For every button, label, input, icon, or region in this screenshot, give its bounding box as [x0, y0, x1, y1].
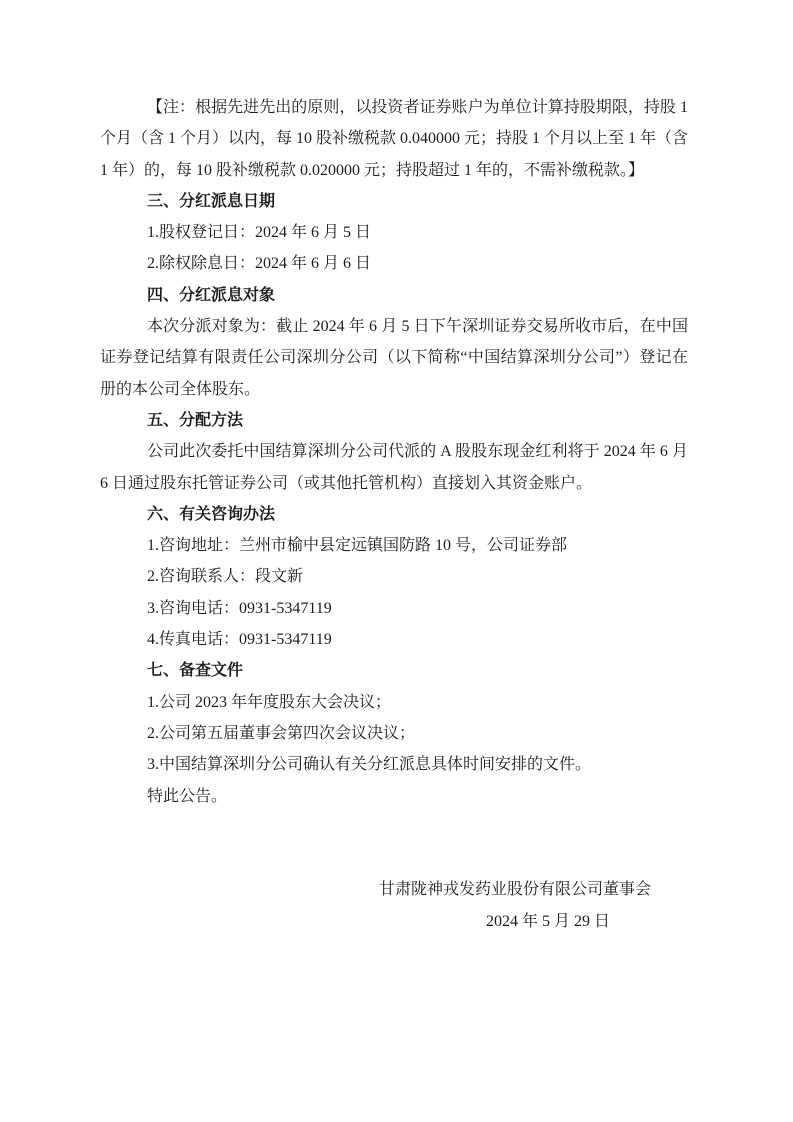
reference-doc-item-1: 1.公司 2023 年年度股东大会决议；	[147, 693, 392, 711]
section-heading-dividend-dates: 三、分红派息日期	[147, 192, 276, 210]
dividend-recipients-paragraph: 本次分派对象为：截止 2024 年 6 月 5 日下午深圳证券交易所收市后，在中国证券登记结算有限责任公司深圳分公司（以下简称“中国结算深圳分公司”）登记在册的本公司全体股东。	[100, 318, 688, 398]
consultation-contact-item: 2.咨询联系人：段文新	[147, 568, 304, 586]
section-heading-dividend-recipients: 四、分红派息对象	[147, 286, 276, 304]
announcement-body	[100, 92, 688, 937]
fax-phone-item: 4.传真电话：0931-5347119	[147, 631, 332, 649]
section-heading-reference-documents: 七、备查文件	[147, 662, 244, 680]
record-date-item: 1.股权登记日：2024 年 6 月 5 日	[147, 224, 372, 242]
tax-note-paragraph: 【注：根据先进先出的原则，以投资者证券账户为单位计算持股期限，持股 1 个月（含 1 个月）以内，每 10 股补缴税款 0.040000 元；持股 1 个月以上至 1 年（含 1 年）的，每 10 股补缴税款 0.020000 元；持股超过 1 年的，不需补缴税款。】	[100, 99, 689, 179]
consultation-phone-item: 3.咨询电话：0931-5347119	[147, 599, 332, 617]
signature-company-name: 甘肃陇神戎发药业股份有限公司董事会	[378, 881, 651, 899]
consultation-address-item: 1.咨询地址：兰州市榆中县定远镇国防路 10 号，公司证券部	[147, 537, 568, 555]
ex-dividend-date-item: 2.除权除息日：2024 年 6 月 6 日	[147, 255, 372, 273]
signature-date: 2024 年 5 月 29 日	[485, 912, 610, 930]
section-heading-distribution-method: 五、分配方法	[147, 411, 244, 429]
signature-block	[100, 874, 688, 937]
reference-doc-item-3: 3.中国结算深圳分公司确认有关分红派息具体时间安排的文件。	[147, 756, 592, 774]
reference-doc-item-2: 2.公司第五届董事会第四次会议决议；	[147, 724, 416, 742]
closing-statement: 特此公告。	[147, 787, 228, 805]
section-heading-consultation: 六、有关咨询办法	[147, 505, 276, 523]
distribution-method-paragraph: 公司此次委托中国结算深圳分公司代派的 A 股股东现金红利将于 2024 年 6 月 6 日通过股东托管证券公司（或其他托管机构）直接划入其资金账户。	[100, 443, 688, 492]
